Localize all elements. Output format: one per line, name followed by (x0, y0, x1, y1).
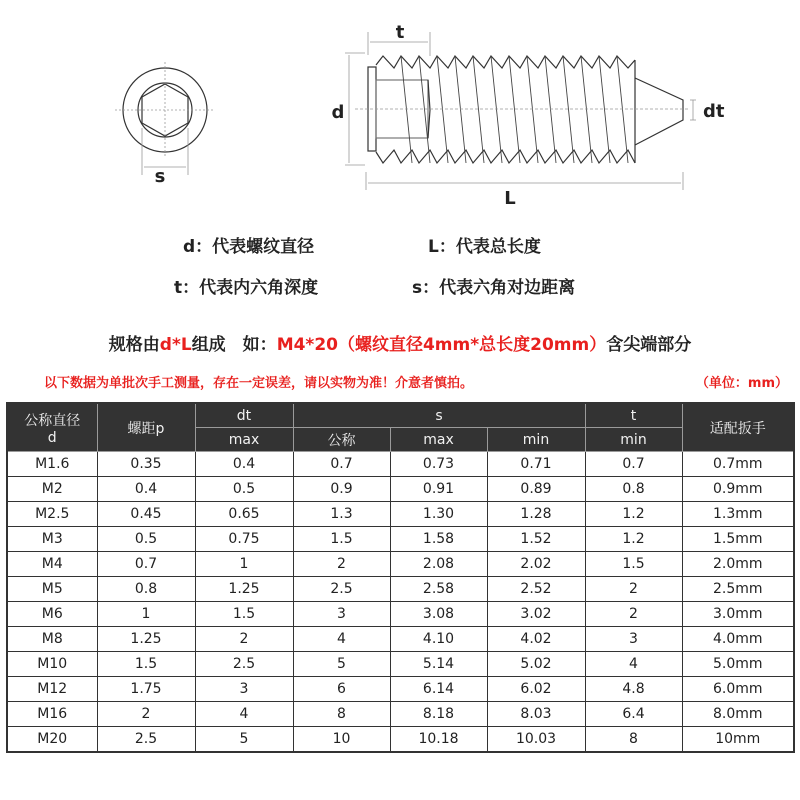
label-t: t (395, 22, 405, 43)
table-cell: 4.0mm (682, 627, 794, 652)
label-d: d (331, 102, 345, 123)
table-cell: M2 (7, 477, 97, 502)
header-d: 公称直径 d (7, 403, 97, 452)
header-s-max: max (390, 428, 487, 452)
table-cell: 10.18 (390, 727, 487, 753)
table-row (7, 627, 794, 652)
table-cell: 0.5 (97, 527, 195, 552)
header-s: s (293, 403, 585, 428)
table-cell: 2 (585, 602, 682, 627)
spec-table (6, 402, 795, 753)
spec-example: M4*20（螺纹直径4mm*总长度20mm） (276, 335, 607, 355)
header-wrench: 适配扳手 (682, 403, 794, 452)
table-row (7, 602, 794, 627)
table-cell: 0.71 (487, 452, 585, 477)
unit-label: （单位：mm） (695, 376, 788, 391)
table-cell: 6.02 (487, 677, 585, 702)
table-cell: M16 (7, 702, 97, 727)
table-cell: 2.0mm (682, 552, 794, 577)
table-cell: 0.8 (97, 577, 195, 602)
side-view-icon (368, 56, 683, 163)
table-cell: 2.5mm (682, 577, 794, 602)
table-row (7, 702, 794, 727)
disclaimer-note: 以下数据为单批次手工测量，存在一定误差，请以实物为准！介意者慎拍。 (44, 376, 474, 391)
table-cell: 2 (195, 627, 293, 652)
table-cell: 0.4 (97, 477, 195, 502)
table-cell: M2.5 (7, 502, 97, 527)
header-s-nominal: 公称 (293, 428, 390, 452)
table-row (7, 577, 794, 602)
table-cell: 2 (293, 552, 390, 577)
table-cell: 1 (195, 552, 293, 577)
table-cell: M10 (7, 652, 97, 677)
table-cell: 4 (195, 702, 293, 727)
table-cell: 0.89 (487, 477, 585, 502)
spec-suffix: 含尖端部分 (606, 335, 692, 355)
table-cell: 0.8 (585, 477, 682, 502)
table-cell: 1.2 (585, 527, 682, 552)
table-cell: 8.03 (487, 702, 585, 727)
legend-d: d：代表螺纹直径 (183, 237, 315, 257)
table-cell: 6.14 (390, 677, 487, 702)
table-cell: 5.14 (390, 652, 487, 677)
table-cell: 1.25 (97, 627, 195, 652)
table-cell: 0.91 (390, 477, 487, 502)
table-cell: 0.65 (195, 502, 293, 527)
table-cell: 0.4 (195, 452, 293, 477)
table-row (7, 677, 794, 702)
table-cell: 1.30 (390, 502, 487, 527)
label-s: s (154, 166, 166, 187)
spec-prefix: 规格由 (108, 335, 160, 355)
table-cell: 3 (293, 602, 390, 627)
table-cell: 10mm (682, 727, 794, 753)
table-cell: M8 (7, 627, 97, 652)
table-cell: M1.6 (7, 452, 97, 477)
table-cell: 6 (293, 677, 390, 702)
table-cell: 1.5 (293, 527, 390, 552)
table-cell: 0.7 (97, 552, 195, 577)
table-cell: 8 (293, 702, 390, 727)
table-cell: 0.73 (390, 452, 487, 477)
table-row (7, 452, 794, 477)
table-cell: 2.58 (390, 577, 487, 602)
table-cell: M6 (7, 602, 97, 627)
header-s-min: min (487, 428, 585, 452)
table-cell: M4 (7, 552, 97, 577)
table-cell: 2 (97, 702, 195, 727)
table-cell: 0.5 (195, 477, 293, 502)
table-cell: 2 (585, 577, 682, 602)
table-cell: 0.7 (293, 452, 390, 477)
table-cell: 0.75 (195, 527, 293, 552)
table-cell: M3 (7, 527, 97, 552)
table-cell: 3.02 (487, 602, 585, 627)
table-cell: 1.5 (97, 652, 195, 677)
header-pitch: 螺距p (97, 403, 195, 452)
table-cell: 1.3 (293, 502, 390, 527)
table-row (7, 502, 794, 527)
table-row (7, 652, 794, 677)
table-cell: 5.02 (487, 652, 585, 677)
table-cell: 4 (585, 652, 682, 677)
spec-dl: d*L (159, 335, 192, 355)
legend-L: L：代表总长度 (428, 237, 541, 257)
header-dt-max: max (195, 428, 293, 452)
label-L: L (504, 188, 516, 209)
legend-s: s：代表六角对边距离 (412, 278, 576, 298)
table-cell: 1.5 (195, 602, 293, 627)
end-view-icon (115, 62, 215, 175)
table-cell: M12 (7, 677, 97, 702)
table-cell: 3 (195, 677, 293, 702)
table-cell: 5 (293, 652, 390, 677)
table-cell: 6.0mm (682, 677, 794, 702)
header-dt: dt (195, 403, 293, 428)
table-cell: 6.4 (585, 702, 682, 727)
table-cell: 5 (195, 727, 293, 753)
header-t-min: min (585, 428, 682, 452)
table-cell: 8.0mm (682, 702, 794, 727)
table-row (7, 527, 794, 552)
table-cell: 0.9 (293, 477, 390, 502)
table-row (7, 477, 794, 502)
table-row (7, 727, 794, 753)
table-cell: 8 (585, 727, 682, 753)
screw-diagram (0, 0, 800, 215)
table-cell: 3.08 (390, 602, 487, 627)
table-cell: 1.28 (487, 502, 585, 527)
table-cell: 5.0mm (682, 652, 794, 677)
label-dt: dt (703, 101, 725, 122)
thread-lines (401, 56, 628, 163)
table-cell: 1 (97, 602, 195, 627)
header-t: t (585, 403, 682, 428)
table-cell: 3.0mm (682, 602, 794, 627)
table-cell: 10.03 (487, 727, 585, 753)
table-cell: 4.8 (585, 677, 682, 702)
table-cell: 2.08 (390, 552, 487, 577)
legend (0, 225, 800, 305)
table-cell: 1.5 (585, 552, 682, 577)
table-cell: 4.02 (487, 627, 585, 652)
spec-middle: 组成 如： (191, 335, 277, 355)
legend-t: t：代表内六角深度 (174, 278, 319, 298)
table-cell: 10 (293, 727, 390, 753)
table-cell: 1.58 (390, 527, 487, 552)
table-cell: 1.2 (585, 502, 682, 527)
table-cell: M20 (7, 727, 97, 753)
table-cell: 0.7mm (682, 452, 794, 477)
table-cell: 4 (293, 627, 390, 652)
table-cell: M5 (7, 577, 97, 602)
table-cell: 2.52 (487, 577, 585, 602)
table-cell: 1.75 (97, 677, 195, 702)
table-cell: 2.5 (97, 727, 195, 753)
table-cell: 4.10 (390, 627, 487, 652)
table-row (7, 552, 794, 577)
table-cell: 2.5 (293, 577, 390, 602)
table-cell: 0.9mm (682, 477, 794, 502)
spec-line (0, 330, 800, 355)
table-cell: 1.3mm (682, 502, 794, 527)
table-cell: 0.45 (97, 502, 195, 527)
table-cell: 3 (585, 627, 682, 652)
table-cell: 2.02 (487, 552, 585, 577)
table-body (7, 452, 794, 753)
table-cell: 0.35 (97, 452, 195, 477)
table-cell: 1.5mm (682, 527, 794, 552)
table-cell: 2.5 (195, 652, 293, 677)
table-cell: 1.52 (487, 527, 585, 552)
table-cell: 1.25 (195, 577, 293, 602)
table-cell: 8.18 (390, 702, 487, 727)
table-cell: 0.7 (585, 452, 682, 477)
